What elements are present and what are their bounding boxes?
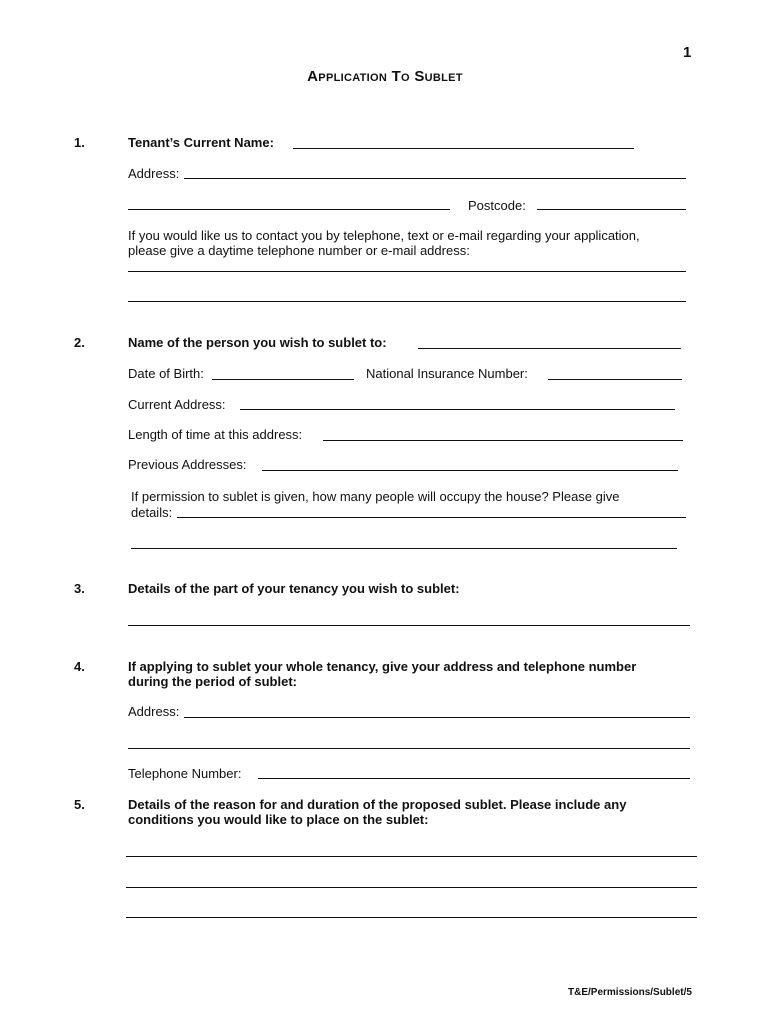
tenancy-part-heading: Details of the part of your tenancy you wish to sublet: bbox=[128, 581, 460, 596]
reason-field-1[interactable] bbox=[126, 856, 697, 857]
s4-address-label: Address: bbox=[128, 704, 180, 719]
reason-field-2[interactable] bbox=[126, 887, 697, 888]
current-address-field[interactable] bbox=[240, 409, 675, 410]
permission-details-field[interactable] bbox=[177, 517, 686, 518]
section-2-number: 2. bbox=[74, 335, 85, 350]
section-1-number: 1. bbox=[74, 135, 85, 150]
contact-text-line2: please give a daytime telephone number or e-mail address: bbox=[128, 243, 470, 258]
sublet-person-field[interactable] bbox=[418, 348, 681, 349]
page-number: 1 bbox=[683, 44, 692, 61]
length-field[interactable] bbox=[323, 440, 683, 441]
permission-text-line1: If permission to sublet is given, how many people will occupy the house? Please give bbox=[131, 489, 620, 504]
section-5-number: 5. bbox=[74, 797, 85, 812]
tenant-name-field[interactable] bbox=[293, 148, 634, 149]
previous-addresses-label: Previous Addresses: bbox=[128, 457, 247, 472]
page-title: Application To Sublet bbox=[307, 68, 463, 85]
whole-tenancy-heading-line2: during the period of sublet: bbox=[128, 674, 297, 689]
contact-field-2[interactable] bbox=[128, 301, 686, 302]
reason-field-3[interactable] bbox=[126, 917, 697, 918]
s4-address-line2-field[interactable] bbox=[128, 748, 690, 749]
postcode-label: Postcode: bbox=[468, 198, 526, 213]
s1-address-label: Address: bbox=[128, 166, 180, 181]
length-label: Length of time at this address: bbox=[128, 427, 303, 442]
ni-label: National Insurance Number: bbox=[366, 366, 528, 381]
tenant-name-label: Tenant’s Current Name: bbox=[128, 135, 274, 150]
sublet-person-heading: Name of the person you wish to sublet to: bbox=[128, 335, 387, 350]
s1-address-line2-field[interactable] bbox=[128, 209, 450, 210]
s1-address-field[interactable] bbox=[184, 178, 686, 179]
reason-heading-line2: conditions you would like to place on the sublet: bbox=[128, 812, 429, 827]
ni-field[interactable] bbox=[548, 379, 682, 380]
section-3-number: 3. bbox=[74, 581, 85, 596]
permission-text-line2: details: bbox=[131, 505, 173, 520]
footer-reference: T&E/Permissions/Sublet/5 bbox=[568, 987, 692, 998]
telephone-label: Telephone Number: bbox=[128, 766, 242, 781]
previous-addresses-field[interactable] bbox=[262, 470, 678, 471]
postcode-field[interactable] bbox=[537, 209, 686, 210]
permission-details-field-2[interactable] bbox=[131, 548, 677, 549]
section-4-number: 4. bbox=[74, 659, 85, 674]
contact-field-1[interactable] bbox=[128, 271, 686, 272]
current-address-label: Current Address: bbox=[128, 397, 226, 412]
tenancy-part-field[interactable] bbox=[128, 625, 690, 626]
dob-label: Date of Birth: bbox=[128, 366, 204, 381]
contact-text-line1: If you would like us to contact you by telephone, text or e-mail regarding your application, bbox=[128, 228, 640, 243]
telephone-field[interactable] bbox=[258, 778, 690, 779]
whole-tenancy-heading-line1: If applying to sublet your whole tenancy, give your address and telephone number bbox=[128, 659, 637, 674]
dob-field[interactable] bbox=[212, 379, 354, 380]
reason-heading-line1: Details of the reason for and duration of the proposed sublet. Please include any bbox=[128, 797, 627, 812]
s4-address-field[interactable] bbox=[184, 717, 690, 718]
